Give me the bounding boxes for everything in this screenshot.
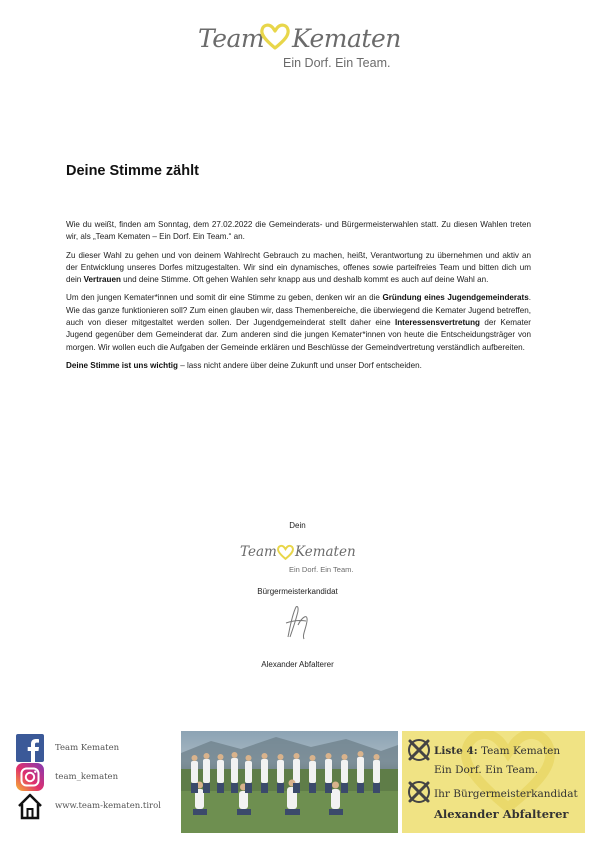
p2-text-a: Zu dieser Wahl zu gehen und von deinem Wahlrecht Gebrauch zu machen, heißt, Verantwortung zu übernehmen und aktiv an der Entwicklung unseres Dorfes mitzugestalten. Wir sind ein dynamisches, offenes sowie parteifreies Team und bitten dich um dein xyxy=(66,250,531,285)
box-line-1 xyxy=(434,745,560,757)
logo-kematen-text: Kematen xyxy=(292,24,401,53)
ballot-check-icon-2 xyxy=(406,780,432,804)
paragraph-1: Wie du weißt, finden am Sonntag, dem 27.02.2022 die Gemeinderats- und Bürgermeisterwahlen statt. Zu diesen Wahlen treten wir, als „Team Kematen – Ein Dorf. Ein Team.“ an. xyxy=(66,220,531,242)
candidate-role: Bürgermeisterkandidat xyxy=(257,587,338,596)
election-info-box xyxy=(402,731,585,833)
home-icon xyxy=(16,792,44,820)
social-links xyxy=(16,733,176,820)
paragraph-2 xyxy=(66,250,531,287)
box-candidate-name: Alexander Abfalterer xyxy=(434,807,569,821)
paragraph-4 xyxy=(66,360,531,372)
box-line-3: Ihr Bürgermeisterkandidat xyxy=(434,788,578,800)
list-number: Liste 4: xyxy=(434,745,478,757)
sign-off-dein: Dein xyxy=(289,521,306,530)
p3-text-b: . Wie das ganze funktionieren soll? Zum einen glauben wir, dass Themenbereiche, die überwiegend die Kemater Jugend betreffen, auch von dieser mitgestaltet werden sollen. Der Jugendgemeinderat stellt daher eine xyxy=(66,293,531,328)
small-logo-team-text: Team xyxy=(240,544,277,560)
p3-text-a: Um den jungen Kemater*innen und somit dir eine Stimme zu geben, denken wir an die xyxy=(66,293,383,303)
list-name: Team Kematen xyxy=(477,745,561,757)
letter-body xyxy=(66,219,531,378)
p3-bold-1: Gründung eines Jugendgemeinderats xyxy=(382,293,529,303)
social-website[interactable] xyxy=(16,791,176,820)
website-label: www.team-kematen.tirol xyxy=(55,800,161,811)
box-line-2: Ein Dorf. Ein Team. xyxy=(434,764,539,776)
logo-team-text: Team xyxy=(198,24,265,53)
logo-tagline: Ein Dorf. Ein Team. xyxy=(283,56,391,70)
ballot-check-icon xyxy=(406,738,432,762)
small-logo-tagline: Ein Dorf. Ein Team. xyxy=(289,565,354,574)
instagram-label: team_kematen xyxy=(55,771,119,782)
small-heart-icon xyxy=(277,544,294,560)
p3-bold-2: Interessensvertretung xyxy=(394,318,481,328)
social-instagram[interactable] xyxy=(16,762,176,791)
signature-logo xyxy=(240,542,356,578)
p3-text-c: der Kemater Jugend gegenüber dem Gemeinderat dar. Zum anderen sind die jungen Kemater*innen von heute die Entscheidungsträger von morgen. Wir wollen euch die Aufgaben der Gemeinde erklären und Beschlüsse der Gemeindvertretung verständlich aufbereiten. xyxy=(66,318,531,352)
social-facebook[interactable] xyxy=(16,733,176,762)
instagram-icon xyxy=(16,763,44,791)
p2-text-b: und deine Stimme. Oft gehen Wahlen sehr knapp aus und deshalb kommt es auch auf deine Wahl an. xyxy=(120,275,489,285)
heart-icon xyxy=(260,22,290,50)
p4-text: – lass nicht andere über deine Zukunft und unser Dorf entscheiden. xyxy=(178,360,422,370)
header-logo xyxy=(196,18,400,76)
small-logo-kematen-text: Kematen xyxy=(295,544,356,560)
handwritten-signature xyxy=(280,603,314,641)
paragraph-3 xyxy=(66,292,531,353)
p4-bold: Deine Stimme ist uns wichtig xyxy=(66,360,178,370)
facebook-icon xyxy=(16,734,44,762)
p2-bold: Vertrauen xyxy=(83,275,121,285)
page-title: Deine Stimme zählt xyxy=(66,163,199,179)
candidate-name: Alexander Abfalterer xyxy=(261,660,334,669)
team-photo xyxy=(181,731,398,833)
facebook-label: Team Kematen xyxy=(55,742,120,753)
